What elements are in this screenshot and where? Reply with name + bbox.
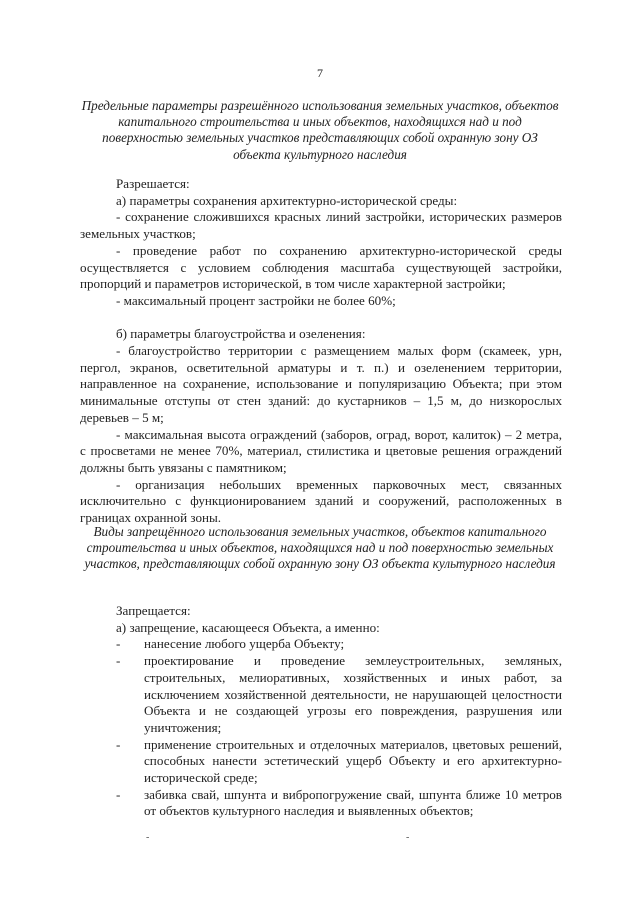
footer-mark-left: -: [146, 832, 150, 843]
list-dash: -: [116, 736, 121, 752]
page-number: 7: [317, 66, 323, 80]
spacer: [80, 310, 562, 327]
list-item: [80, 737, 562, 787]
list-item: - проведение работ по сохранению архитектурно-исторической среды осуществляется с условием соблюдения масштаба существующей застройки, пропорций и параметров исторической, в том числе характерной застройки;: [80, 242, 562, 292]
list-item: [80, 636, 562, 653]
list-item-text: нанесение любого ущерба Объекту;: [144, 636, 345, 652]
section-title-permitted: Предельные параметры разрешённого использования земельных участков, объектов капитального строительства и иных объектов, находящихся над и под поверхностью земельных участков представляющих собой охранную зону ОЗ объекта культурного наследия: [81, 98, 559, 162]
list-item-text: применение строительных и отделочных материалов, цветовых решений, способных нанести эстетический ущерб Объекту и его архитектурно-исторической среде;: [144, 736, 562, 786]
list-item: - благоустройство территории с размещением малых форм (скамеек, урн, пергол, экранов, осветительной арматуры и т. п.) и озеленением территории, направленное на сохранение, использование и популяризацию Объекта; при этом минимальные отступы от стен зданий: до кустарников – 1,5 м, до низкорослых деревьев – 5 м;: [80, 343, 562, 425]
list-item: [80, 653, 562, 737]
list-dash: -: [116, 636, 121, 652]
permitted-section-body: [80, 176, 562, 527]
forbidden-section-body: [80, 603, 562, 820]
list-item: - организация небольших временных парковочных мест, связанных исключительно с функционированием зданий и сооружений, расположенных в границах охранной зоны.: [80, 476, 562, 526]
list-item: - максимальный процент застройки не более 60%;: [116, 292, 396, 308]
footer-mark-right: -: [406, 832, 410, 843]
subsection-a-heading: а) параметры сохранения архитектурно-исторической среды:: [116, 192, 458, 208]
subsection-a-heading: а) запрещение, касающееся Объекта, а именно:: [116, 619, 380, 635]
list-item-text: проектирование и проведение землеустроительных, земляных, строительных, мелиоративных, хозяйственных и иных работ, за исключением хозяйственной деятельности, не нарушающей целостности Объекта и не создающей угрозы его повреждения, разрушения или уничтожения;: [144, 653, 562, 735]
section-title-forbidden: Виды запрещённого использования земельных участков, объектов капитального строительства и иных объектов, находящихся над и под поверхностью земельных участков, представляющих собой охранную зону ОЗ объекта культурного наследия: [84, 524, 556, 572]
list-item: - сохранение сложившихся красных линий застройки, исторических размеров земельных участков;: [80, 209, 562, 242]
list-item: - максимальная высота ограждений (заборов, оград, ворот, калиток) – 2 метра, с просветами не менее 70%, материал, стилистика и цветовые решения ограждений должны быть увязаны с памятником;: [80, 426, 562, 475]
list-dash: -: [116, 786, 121, 802]
subsection-b-heading: б) параметры благоустройства и озеленения:: [116, 326, 366, 342]
list-dash: -: [116, 653, 121, 669]
allowed-label: Разрешается:: [116, 176, 190, 191]
forbidden-label: Запрещается:: [116, 603, 191, 618]
list-item: [80, 787, 562, 820]
list-item-text: забивка свай, шпунта и вибропогружение свай, шпунта ближе 10 метров от объектов культурного наследия и выявленных объектов;: [144, 786, 562, 819]
